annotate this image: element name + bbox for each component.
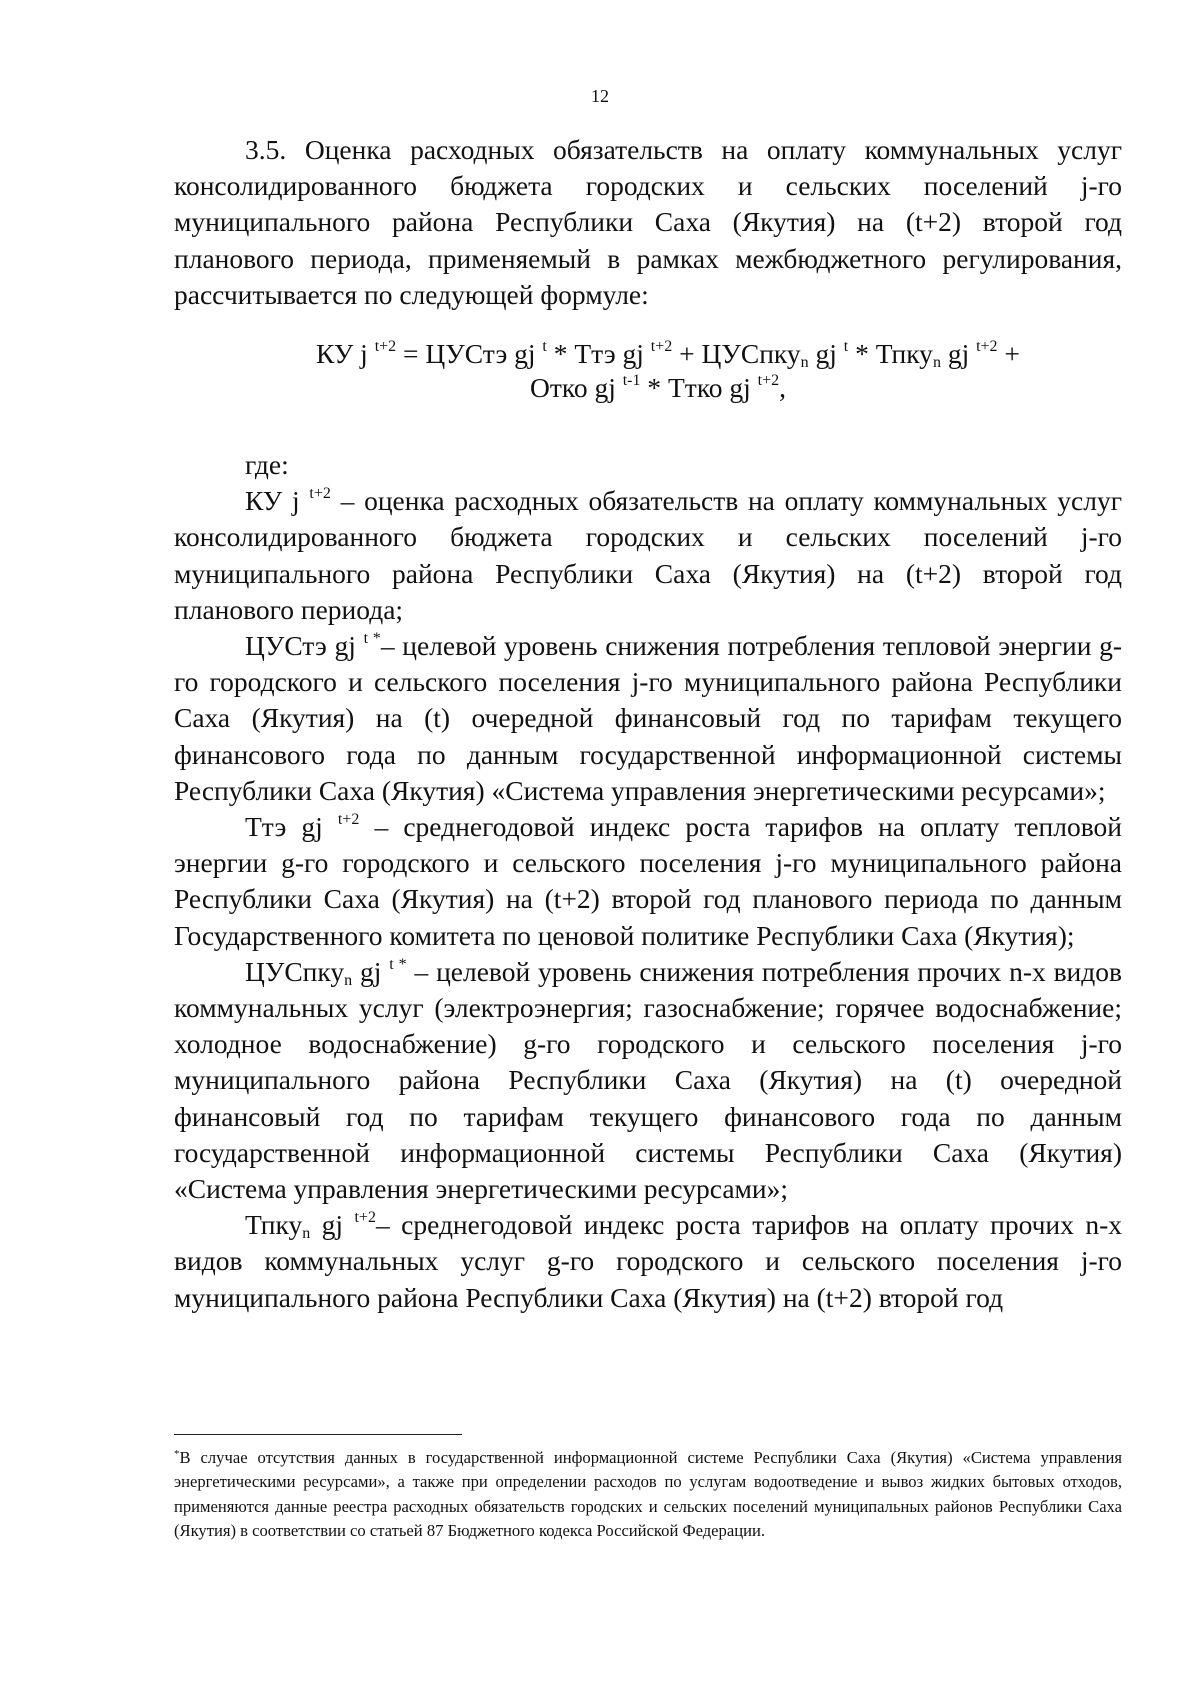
definition-tsuste: ЦУСтэ gj $^{t *}$– целевой уровень снижения потребления тепловой энергии g-го городского и сельского поселения j-го муниципального района Республики Саха (Якутия) на (t) очередной финансовый год по тарифам текущего финансового года по данным государственной информационной системы Республики Саха (Якутия) «Система управления энергетическими ресурсами»; xyxy=(174,630,1122,806)
footnote-marker: * xyxy=(174,1448,180,1460)
definition-ku: КУ j $^{t+2}$ – оценка расходных обязательств на оплату коммунальных услуг консолидированного бюджета городских и сельских поселений j-го муниципального района Республики Саха (Якутия) на (t+2) второй год планового периода; xyxy=(174,485,1122,625)
formula-line-2: Отко gj $^{t-1}$ * Ттко gj $^{t+2}$, xyxy=(529,372,787,404)
footnote-text: В случае отсутствия данных в государственной информационной системе Республики Саха (Якутия) «Система управления энергетическими ресурсами», а также при определении расходов по услугам водоотведение и вывоз жидких бытовых отходов, применяются данные реестра расходных обязательств городских и сельских поселений муниципальных районов Республики Саха (Якутия) в соответствии со статьей 87 Бюджетного кодекса Российской Федерации. xyxy=(174,1448,1122,1541)
formula xyxy=(174,337,1122,405)
where-label: где: xyxy=(245,449,289,481)
definition-tsuspku: ЦУСпку$_n$ gj $^{t *}$ – целевой уровень снижения потребления прочих n-х видов коммунальных услуг (электроэнергия; газоснабжение; горячее водоснабжение; холодное водоснабжение) g-го городского и сельского поселения j-го муниципального района Республики Саха (Якутия) на (t) очередной финансовый год по тарифам текущего финансового года по данным государственной информационной системы Республики Саха (Якутия) «Система управления энергетическими ресурсами»; xyxy=(174,955,1123,1205)
footnote-divider xyxy=(174,1434,462,1435)
page-number: 12 xyxy=(591,86,609,106)
document-body xyxy=(174,132,1122,1316)
definition-tpku: Тпку$_n$ gj $^{t+2}$– среднегодовой индекс роста тарифов на оплату прочих n-х видов коммунальных услуг g-го городского и сельского поселения j-го муниципального района Республики Саха (Якутия) на (t+2) второй год xyxy=(174,1209,1123,1313)
formula-line-1: КУ j $^{t+2}$ = ЦУСтэ gj $^t$ * Ттэ gj $^{t+2}$ + ЦУСпку$_n$ gj $^t$ * Тпку$_n$ gj $^{t+2}$ + xyxy=(316,338,1020,372)
footnote xyxy=(174,1446,1122,1544)
definition-tte: Ттэ gj $^{t+2}$ – среднегодовой индекс роста тарифов на оплату тепловой энергии g-го городского и сельского поселения j-го муниципального района Республики Саха (Якутия) на (t+2) второй год планового периода по данным Государственного комитета по ценовой политике Республики Саха (Якутия); xyxy=(174,811,1122,951)
intro-paragraph: 3.5. Оценка расходных обязательств на оплату коммунальных услуг консолидированного бюджета городских и сельских поселений j-го муниципального района Республики Саха (Якутия) на (t+2) второй год планового периода, применяемый в рамках межбюджетного регулирования, рассчитывается по следующей формуле: xyxy=(174,134,1122,310)
